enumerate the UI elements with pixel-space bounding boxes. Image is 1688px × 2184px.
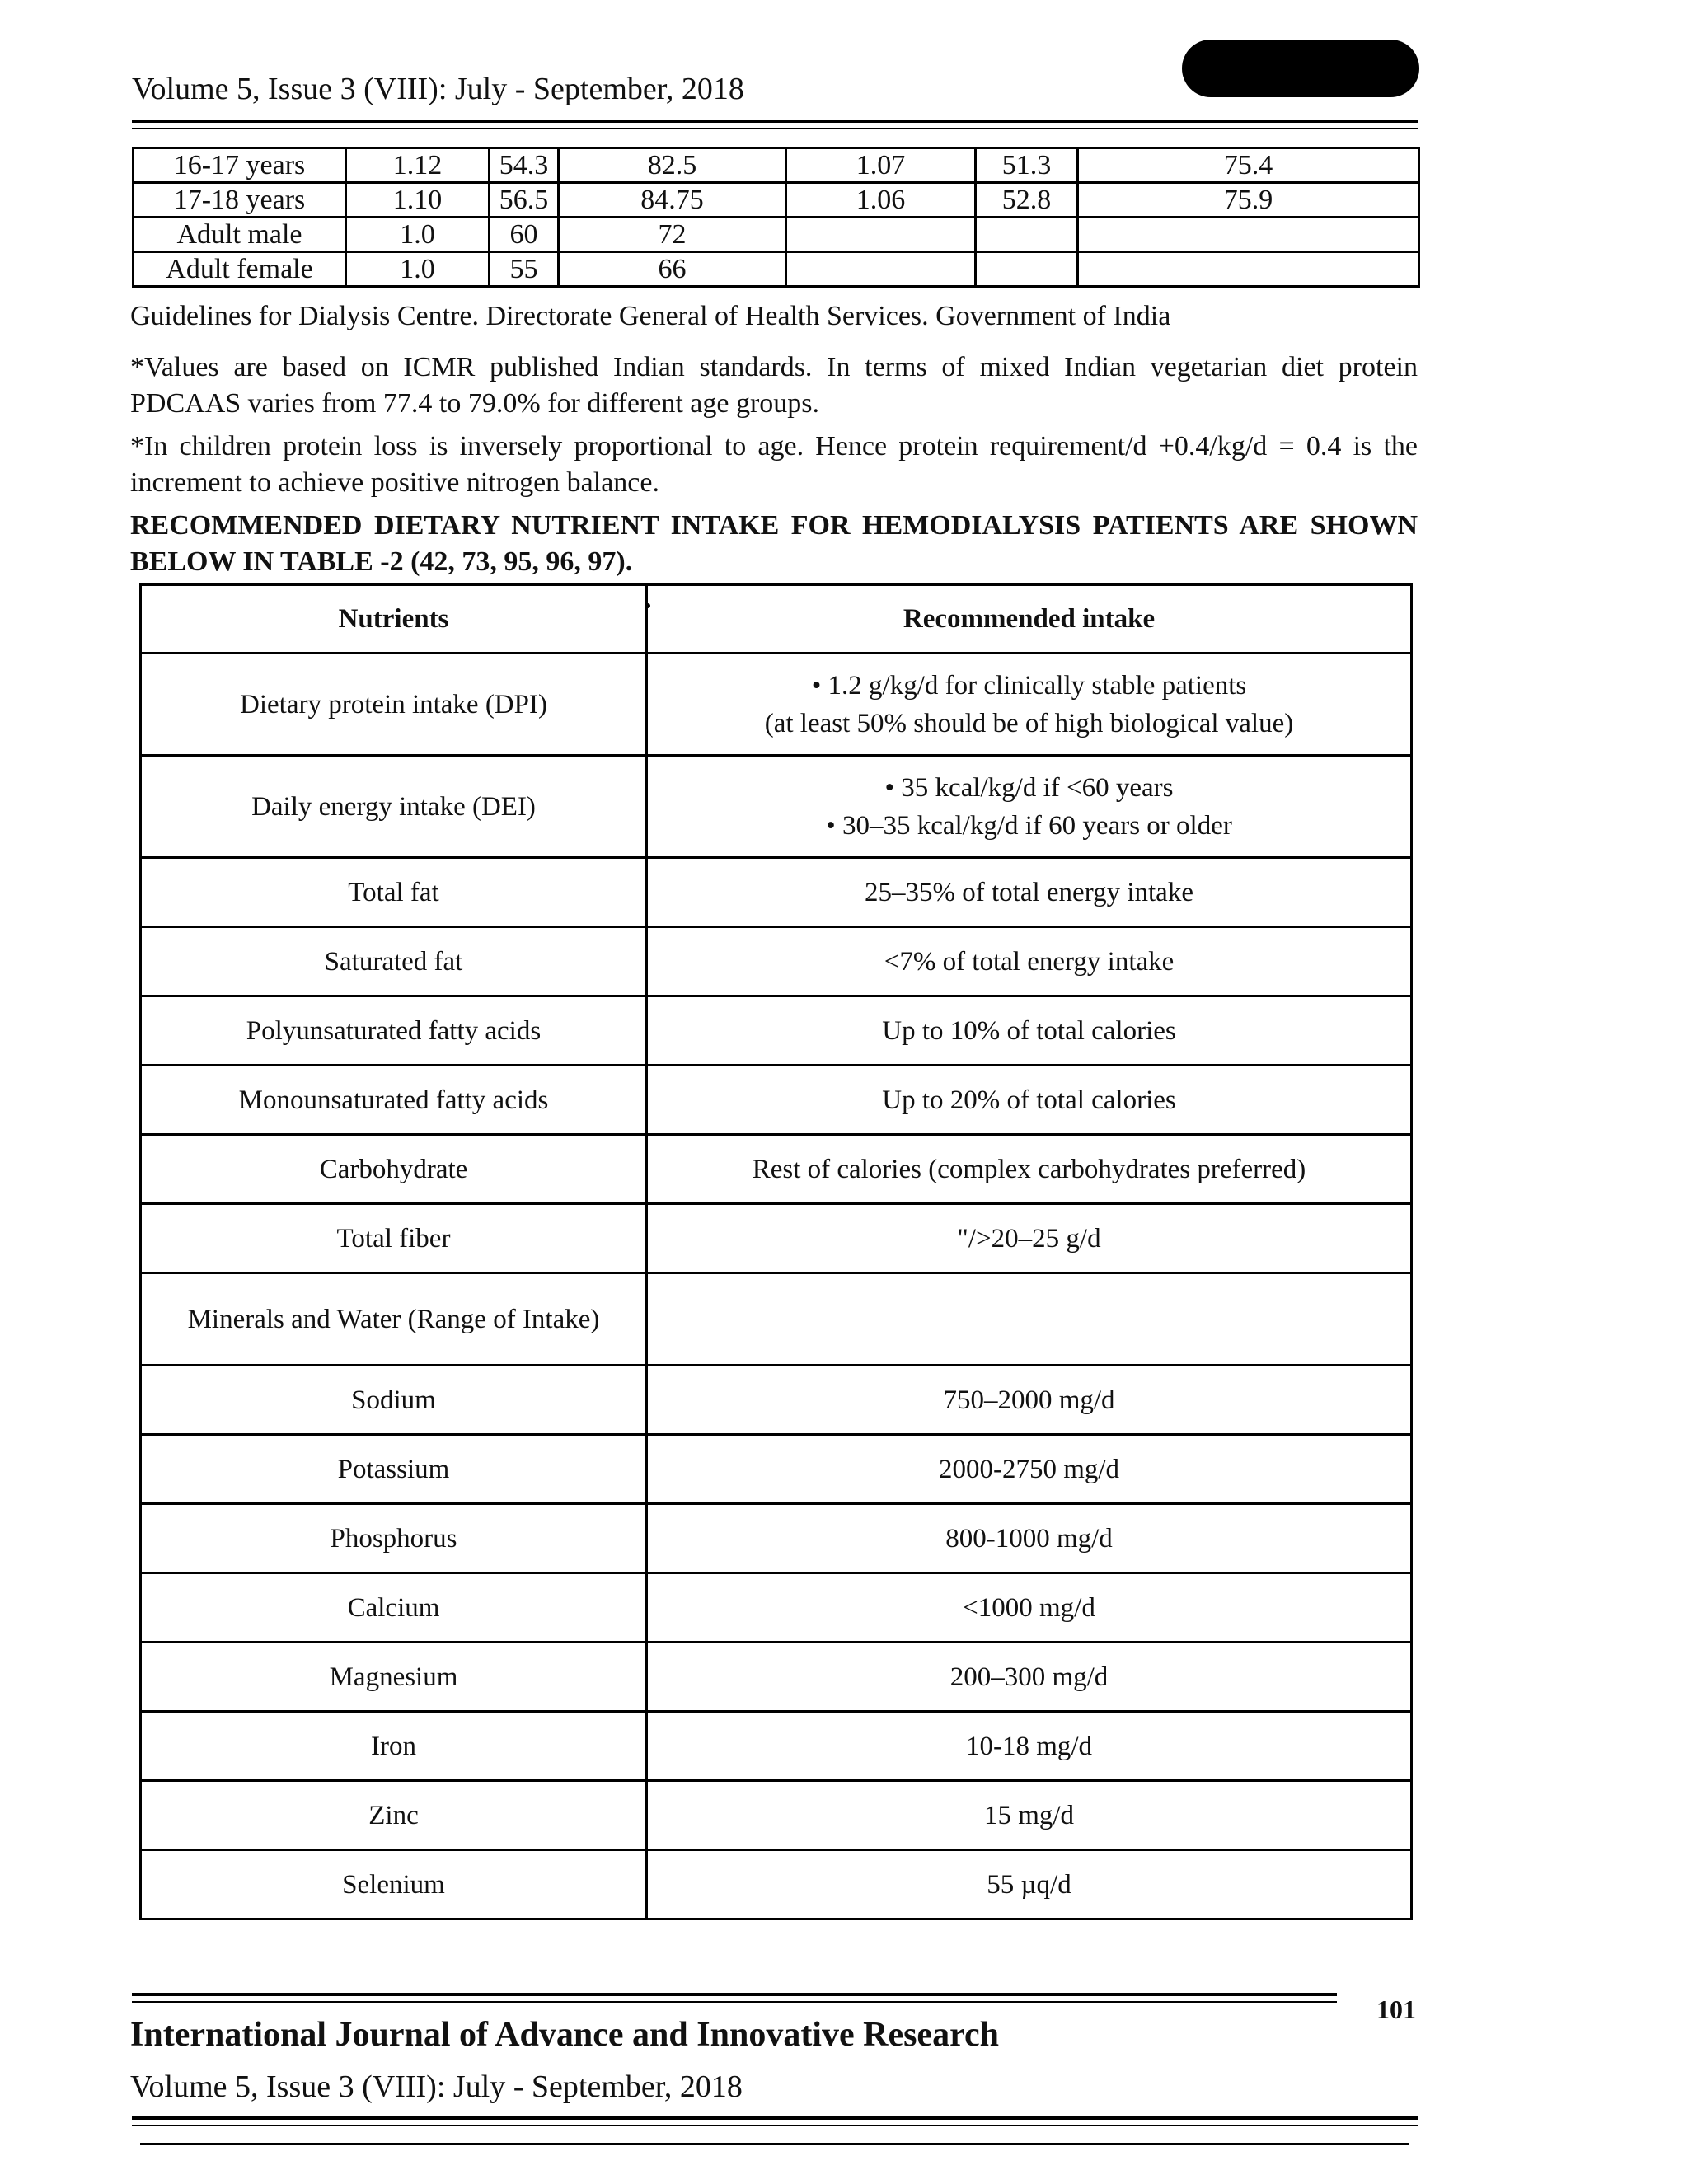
table-cell xyxy=(786,218,976,252)
intake-cell xyxy=(647,654,1412,756)
intake-cell xyxy=(647,1504,1412,1573)
source-note: Guidelines for Dialysis Centre. Directorate General of Health Services. Government of India xyxy=(130,301,1171,331)
table-row xyxy=(134,148,1419,183)
intake-line: Rest of calories (complex carbohydrates preferred) xyxy=(752,1154,1306,1184)
nutrient-cell: Calcium xyxy=(141,1573,647,1643)
intake-line: 2000-2750 mg/d xyxy=(938,1454,1120,1484)
table-row xyxy=(141,756,1412,858)
nutrient-cell: Saturated fat xyxy=(141,927,647,996)
intake-cell xyxy=(647,1850,1412,1919)
intake-cell xyxy=(647,1135,1412,1204)
table-row xyxy=(141,1366,1412,1435)
table-cell xyxy=(1078,218,1419,252)
intake-cell xyxy=(647,927,1412,996)
intake-line: 750–2000 mg/d xyxy=(943,1385,1115,1415)
table-row xyxy=(141,1435,1412,1504)
intake-line: 800-1000 mg/d xyxy=(945,1523,1113,1554)
intake-line: • 1.2 g/kg/d for clinically stable patients xyxy=(811,670,1247,701)
intake-cell xyxy=(647,756,1412,858)
table-cell xyxy=(1078,252,1419,287)
nutrient-cell: Phosphorus xyxy=(141,1504,647,1573)
footer-end-rule-last xyxy=(140,2143,1409,2145)
nutrient-cell: Polyunsaturated fatty acids xyxy=(141,996,647,1066)
intake-line: (at least 50% should be of high biological value) xyxy=(764,708,1294,738)
nutrient-cell: Monounsaturated fatty acids xyxy=(141,1066,647,1135)
footer-rule-top xyxy=(132,1993,1337,1996)
page-number: 101 xyxy=(1376,1994,1416,2024)
intake-line: • 35 kcal/kg/d if <60 years xyxy=(884,772,1174,803)
intake-line: "/>20–25 g/d xyxy=(957,1223,1101,1254)
table-cell: 51.3 xyxy=(976,148,1078,183)
table-row xyxy=(141,927,1412,996)
intake-cell xyxy=(647,1066,1412,1135)
intake-cell xyxy=(647,1366,1412,1435)
nutrient-cell: Iron xyxy=(141,1712,647,1781)
table-row xyxy=(141,1066,1412,1135)
note-protein-loss: *In children protein loss is inversely proportional to age. Hence protein requirement/d +0.4/kg/d = 0.4 is the increment to achieve positive nitrogen balance. xyxy=(130,431,1418,498)
table-cell: 75.4 xyxy=(1078,148,1419,183)
age-group-cell: Adult male xyxy=(134,218,346,252)
nutrient-cell: Minerals and Water (Range of Intake) xyxy=(141,1273,647,1366)
column-header-intake: Recommended intake xyxy=(647,585,1412,654)
table-row xyxy=(141,1204,1412,1273)
table-row xyxy=(134,252,1419,287)
nutrient-intake-table xyxy=(139,583,1413,1920)
table-row xyxy=(134,218,1419,252)
intake-line: <1000 mg/d xyxy=(963,1592,1095,1623)
table-cell: 75.9 xyxy=(1078,183,1419,218)
table-cell: 1.0 xyxy=(346,252,490,287)
footer-end-rule-top xyxy=(132,2116,1418,2120)
age-group-cell: 16-17 years xyxy=(134,148,346,183)
table-row xyxy=(141,1573,1412,1643)
table-row xyxy=(141,1135,1412,1204)
nutrient-cell: Total fiber xyxy=(141,1204,647,1273)
intake-cell xyxy=(647,1712,1412,1781)
nutrient-cell: Dietary protein intake (DPI) xyxy=(141,654,647,756)
table-cell: 82.5 xyxy=(559,148,786,183)
footer-volume: Volume 5, Issue 3 (VIII): July - September, 2018 xyxy=(130,2069,743,2104)
table-row xyxy=(141,654,1412,756)
intake-line: 10-18 mg/d xyxy=(965,1731,1093,1761)
table-cell xyxy=(786,252,976,287)
table-row xyxy=(141,996,1412,1066)
table-cell: 1.0 xyxy=(346,218,490,252)
redaction-block xyxy=(1182,40,1419,97)
table-cell: 60 xyxy=(490,218,559,252)
table-row xyxy=(141,1504,1412,1573)
nutrient-cell: Sodium xyxy=(141,1366,647,1435)
table-cell xyxy=(976,218,1078,252)
table-cell: 54.3 xyxy=(490,148,559,183)
header-rule-bottom xyxy=(132,128,1418,129)
section-heading: RECOMMENDED DIETARY NUTRIENT INTAKE FOR HEMODIALYSIS PATIENTS ARE SHOWN BELOW IN TABLE -2 (42, 73, 95, 96, 97). xyxy=(130,510,1418,577)
table-row xyxy=(141,1273,1412,1366)
intake-cell xyxy=(647,1435,1412,1504)
age-group-cell: 17-18 years xyxy=(134,183,346,218)
table-cell: 1.10 xyxy=(346,183,490,218)
intake-cell xyxy=(647,1781,1412,1850)
header-volume: Volume 5, Issue 3 (VIII): July - September, 2018 xyxy=(132,72,744,106)
table-cell: 1.12 xyxy=(346,148,490,183)
intake-cell xyxy=(647,1204,1412,1273)
intake-line: Up to 20% of total calories xyxy=(882,1085,1176,1115)
intake-line: 55 µq/d xyxy=(987,1869,1071,1900)
table-cell: 72 xyxy=(559,218,786,252)
nutrient-cell: Daily energy intake (DEI) xyxy=(141,756,647,858)
footer-rule-bottom xyxy=(132,2001,1337,2003)
header-rule-top xyxy=(132,120,1418,123)
age-protein-table xyxy=(132,147,1420,288)
table-cell: 66 xyxy=(559,252,786,287)
nutrient-cell: Total fat xyxy=(141,858,647,927)
table-cell: 55 xyxy=(490,252,559,287)
intake-cell xyxy=(647,1573,1412,1643)
table-row xyxy=(141,1781,1412,1850)
table-row xyxy=(141,858,1412,927)
nutrient-cell: Carbohydrate xyxy=(141,1135,647,1204)
table-cell: 52.8 xyxy=(976,183,1078,218)
intake-line: 200–300 mg/d xyxy=(950,1661,1109,1692)
nutrient-cell: Zinc xyxy=(141,1781,647,1850)
intake-line: 15 mg/d xyxy=(983,1800,1075,1830)
journal-title: International Journal of Advance and Innovative Research xyxy=(130,2016,999,2054)
table-cell: 84.75 xyxy=(559,183,786,218)
intake-line: 25–35% of total energy intake xyxy=(865,877,1193,907)
intake-line: Up to 10% of total calories xyxy=(882,1015,1176,1046)
note-pdcaas: *Values are based on ICMR published Indian standards. In terms of mixed Indian vegetarian diet protein PDCAAS varies from 77.4 to 79.0% for different age groups. xyxy=(130,352,1418,419)
intake-cell xyxy=(647,1643,1412,1712)
table-cell: 1.06 xyxy=(786,183,976,218)
intake-line: <7% of total energy intake xyxy=(884,946,1175,977)
intake-cell xyxy=(647,996,1412,1066)
age-group-cell: Adult female xyxy=(134,252,346,287)
intake-cell xyxy=(647,858,1412,927)
column-header-nutrients: Nutrients xyxy=(141,585,647,654)
table-cell: 1.07 xyxy=(786,148,976,183)
table-row xyxy=(141,1850,1412,1919)
nutrient-cell: Magnesium xyxy=(141,1643,647,1712)
table-row xyxy=(141,1712,1412,1781)
table-row xyxy=(134,183,1419,218)
footer-end-rule-bottom xyxy=(132,2125,1418,2126)
intake-cell xyxy=(647,1273,1412,1366)
nutrient-cell: Potassium xyxy=(141,1435,647,1504)
table-row xyxy=(141,1643,1412,1712)
table-cell: 56.5 xyxy=(490,183,559,218)
table-cell xyxy=(976,252,1078,287)
intake-line: • 30–35 kcal/kg/d if 60 years or older xyxy=(826,810,1232,841)
nutrient-cell: Selenium xyxy=(141,1850,647,1919)
